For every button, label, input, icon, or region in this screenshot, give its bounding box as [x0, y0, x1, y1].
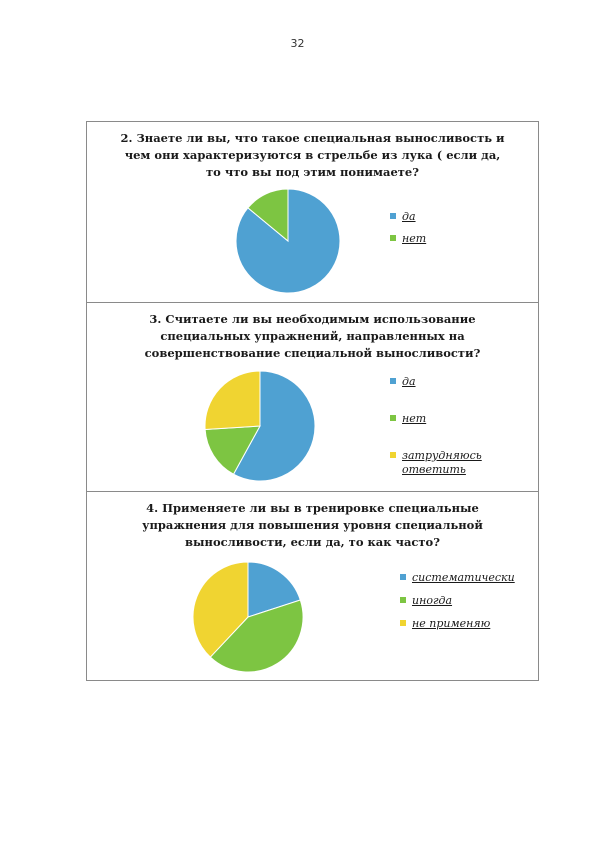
legend-label: систематически — [412, 571, 515, 584]
legend-label: затрудняюсь ответить — [402, 449, 482, 476]
pie-chart-svg — [204, 370, 316, 482]
chart-title: 2. Знаете ли вы, что такое специальная выносливость и чем они характеризуются в стрельбе из лука ( если да, то что вы под этим понимаете? — [120, 131, 505, 179]
legend-swatch — [400, 620, 406, 626]
legend-label: нет — [402, 412, 427, 425]
chart-title: 3. Считаете ли вы необходимым использование специальных упражнений, направленных на совершенствование специальной выносливости? — [144, 312, 481, 360]
legend-swatch — [390, 415, 396, 421]
legend-label: да — [402, 375, 416, 388]
legend-swatch — [390, 452, 396, 458]
pie-chart-svg — [192, 561, 304, 673]
legend-swatch — [390, 213, 396, 219]
legend-label: нет — [402, 232, 427, 245]
legend-label: да — [402, 210, 416, 223]
pie-slice-3 — [205, 371, 260, 429]
legend-swatch — [390, 235, 396, 241]
legend-label: не применяю — [412, 617, 491, 630]
pie-chart-question-4 — [86, 491, 539, 681]
legend-swatch — [390, 378, 396, 384]
pie-chart-question-3 — [86, 302, 539, 492]
legend-label: иногда — [412, 594, 453, 607]
chart-title: 4. Применяете ли вы в тренировке специальные упражнения для повышения уровня специальной выносливости, если да, то как часто? — [142, 501, 483, 549]
pie-chart-svg — [235, 188, 341, 294]
pie-chart-question-2 — [86, 121, 539, 303]
legend-swatch — [400, 597, 406, 603]
page-number: 32 — [290, 37, 305, 50]
legend-swatch — [400, 574, 406, 580]
